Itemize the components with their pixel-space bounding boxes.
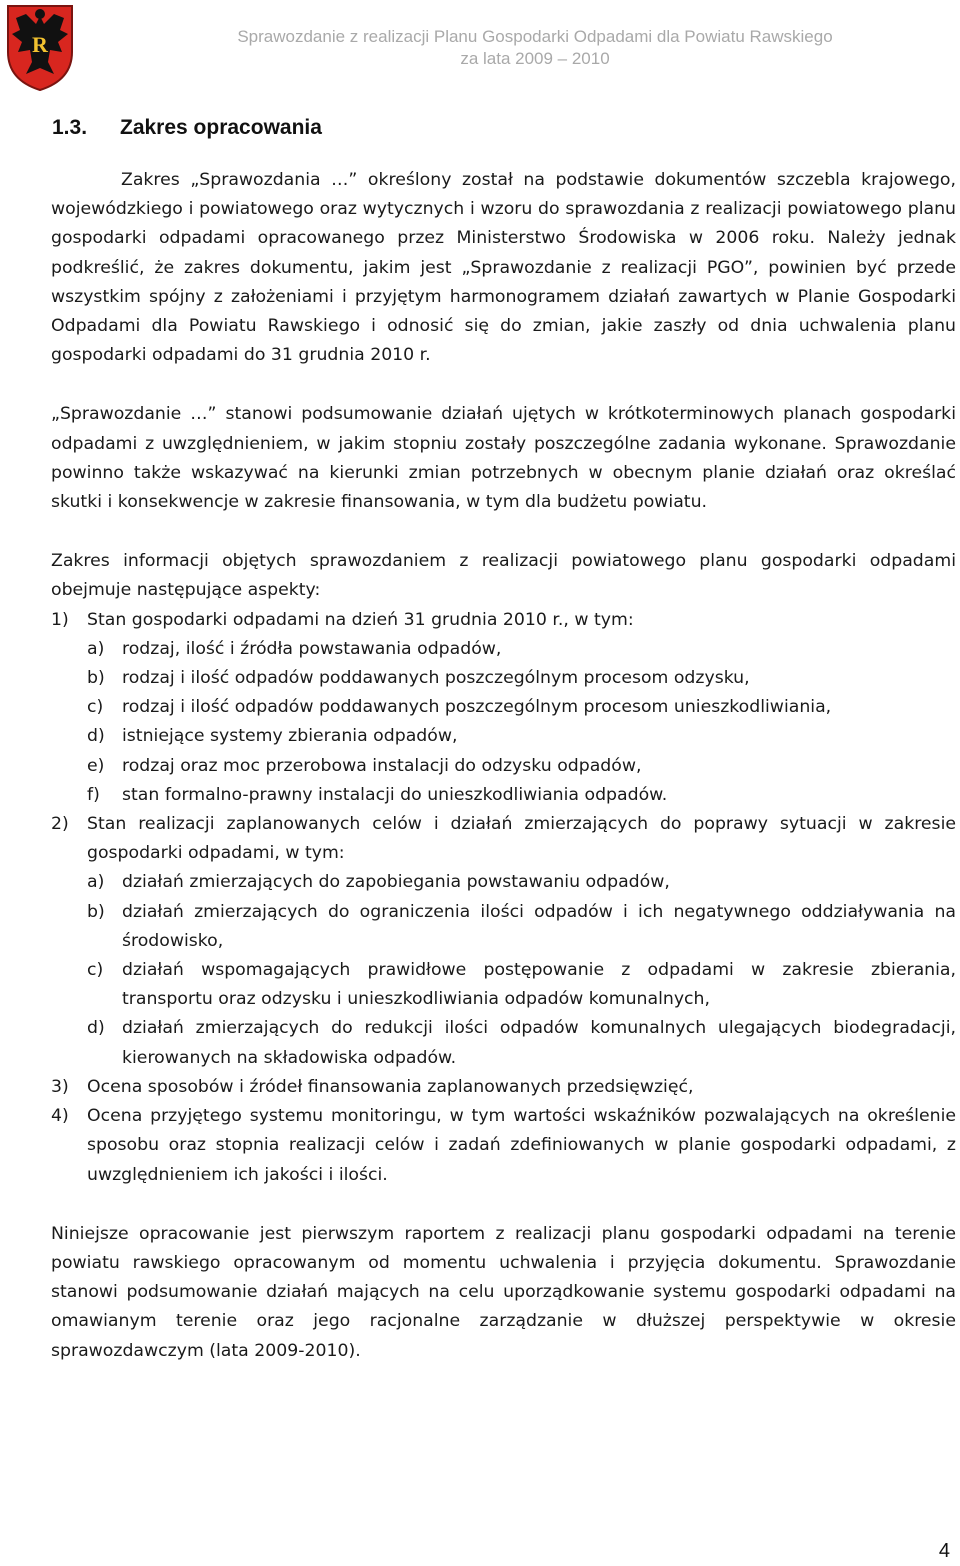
section-number: 1.3. xyxy=(52,116,88,139)
page-number: 4 xyxy=(938,1540,950,1562)
header-title-line2: za lata 2009 – 2010 xyxy=(460,49,610,68)
sub-list-item: c) działań wspomagających prawidłowe postępowanie z odpadami w zakresie zbierania, transportu oraz odzysku i unieszkodliwiania odpadów komunalnych, xyxy=(87,960,956,1010)
list-item: 3) Ocena sposobów i źródeł finansowania zaplanowanych przedsięwzięć, xyxy=(51,1076,694,1097)
sub-list-item: b) rodzaj i ilość odpadów poddawanych poszczególnym procesom odzysku, xyxy=(87,668,750,689)
sub-list-item: d) istniejące systemy zbierania odpadów, xyxy=(87,726,458,747)
sub-list-item: a) rodzaj, ilość i źródła powstawania odpadów, xyxy=(87,638,502,659)
paragraph-aspects-lead: Zakres informacji objętych sprawozdaniem z realizacji powiatowego planu gospodarki odpadami obejmuje następujące aspekty: xyxy=(51,551,956,601)
list-item: 1) Stan gospodarki odpadami na dzień 31 grudnia 2010 r., w tym: xyxy=(51,609,634,630)
section-heading xyxy=(52,115,322,141)
eagle-crest-icon xyxy=(4,2,76,92)
sub-list-item: e) rodzaj oraz moc przerobowa instalacji do odzysku odpadów, xyxy=(87,755,642,776)
sub-list-item: d) działań zmierzających do redukcji ilości odpadów komunalnych ulegających biodegradacji, kierowanych na składowiska odpadów. xyxy=(87,1018,956,1068)
section-title: Zakres opracowania xyxy=(120,116,322,139)
header-title-line1: Sprawozdanie z realizacji Planu Gospodarki Odpadami dla Powiatu Rawskiego xyxy=(237,27,833,46)
list-item: 4) Ocena przyjętego systemu monitoringu, w tym wartości wskaźników pozwalających na określenie sposobu oraz stopnia realizacji celów i zadań zdefiniowanych w planie gospodarki odpadami, z uwzględnieniem ich jakości i ilości. xyxy=(51,1106,956,1185)
running-header xyxy=(190,26,880,70)
sub-list-item: b) działań zmierzających do ograniczenia ilości odpadów i ich negatywnego oddziaływania na środowisko, xyxy=(87,901,956,951)
crest-letter: R xyxy=(32,32,48,57)
paragraph-conclusion: Niniejsze opracowanie jest pierwszym raportem z realizacji planu gospodarki odpadami na terenie powiatu rawskiego opracowanym od momentu uchwalenia i przyjęcia dokumentu. Sprawozdanie stanowi podsumowanie działań mających na celu uporządkowanie systemu gospodarki odpadami na omawianym terenie oraz jego racjonalne zarządzanie w dłuższej perspektywie w okresie sprawozdawczym (lata 2009-2010). xyxy=(51,1223,956,1361)
paragraph-intro: Zakres „Sprawozdania …” określony został na podstawie dokumentów szczebla krajowego, wojewódzkiego i powiatowego oraz wytycznych i wzoru do sprawozdania z realizacji powiatowego planu gospodarki odpadami opracowanego przez Ministerstwo Środowiska w 2006 roku. Należy jednak podkreślić, że zakres dokumentu, jakim jest „Sprawozdanie z realizacji PGO”, powinien być przede wszystkim spójny z założeniami i przyjętym harmonogramem działań zawartych w Planie Gospodarki Odpadami dla Powiatu Rawskiego i odnosić się do zmian, jakie zaszły od dnia uchwalenia planu gospodarki odpadami do 31 grudnia 2010 r. xyxy=(51,170,956,366)
sub-list-item: f) stan formalno-prawny instalacji do unieszkodliwiania odpadów. xyxy=(87,784,668,805)
paragraph-summary: „Sprawozdanie …” stanowi podsumowanie działań ujętych w krótkoterminowych planach gospodarki odpadami z uwzględnieniem, w jakim stopniu zostały poszczególne zadania wykonane. Sprawozdanie powinno także wskazywać na kierunki zmian potrzebnych w obecnym planie działań oraz określać skutki i konsekwencje w zakresie finansowania, w tym dla budżetu powiatu. xyxy=(51,404,956,513)
sub-list-item: a) działań zmierzających do zapobiegania powstawaniu odpadów, xyxy=(87,872,670,893)
sub-list-item: c) rodzaj i ilość odpadów poddawanych poszczególnym procesom unieszkodliwiania, xyxy=(87,697,832,718)
aspects-list xyxy=(51,606,956,1190)
document-body xyxy=(51,166,956,1366)
list-item: 2) Stan realizacji zaplanowanych celów i działań zmierzających do poprawy sytuacji w zakresie gospodarki odpadami, w tym: xyxy=(51,814,956,864)
